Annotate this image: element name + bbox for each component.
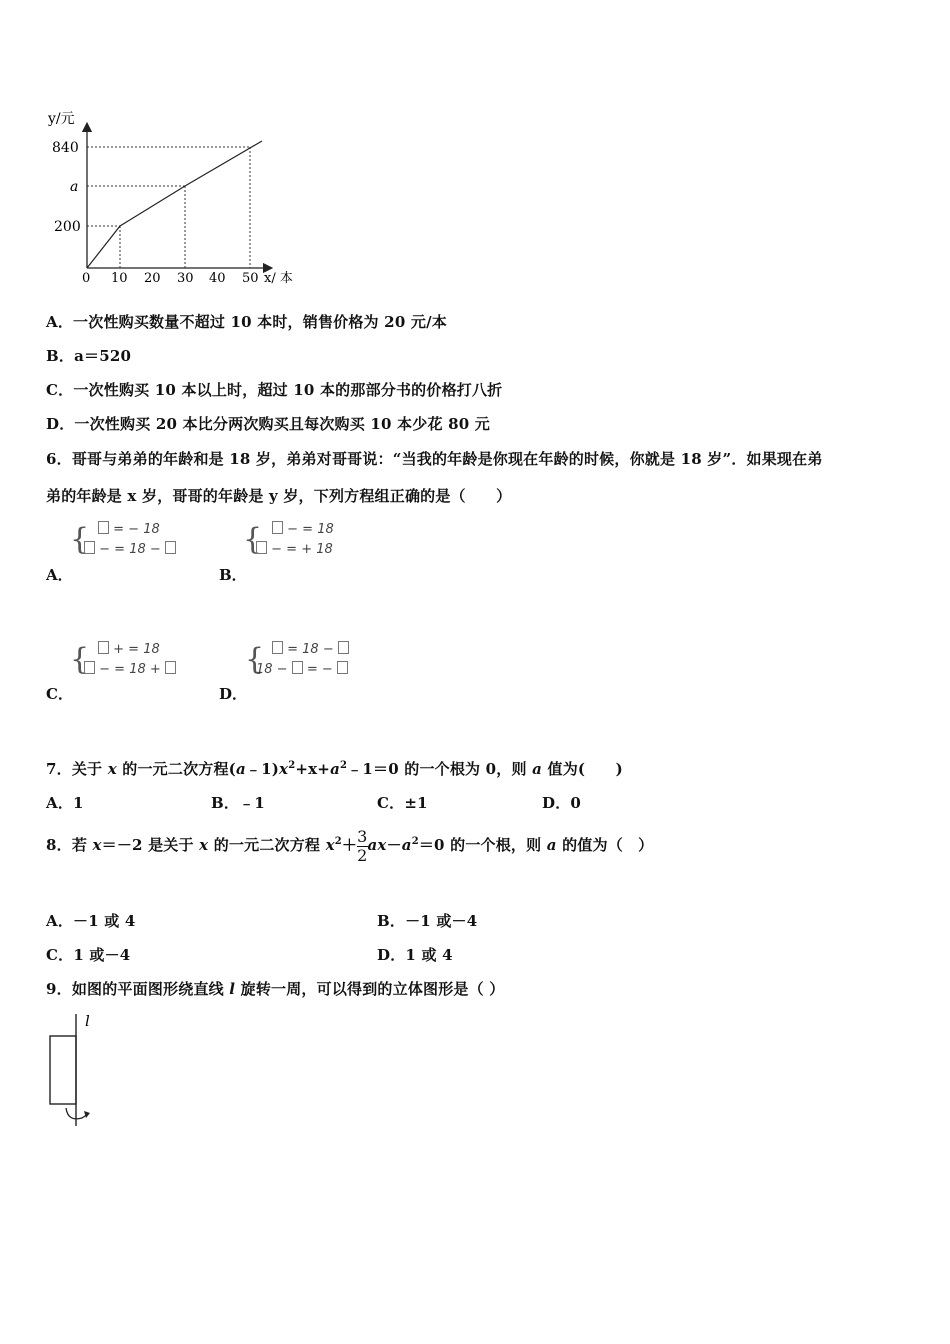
x-tick-30: 30 bbox=[177, 271, 194, 286]
rectangle-shape bbox=[50, 1036, 76, 1104]
q7-option-c: C．±1 bbox=[377, 794, 428, 812]
q5-option-b: B．a＝520 bbox=[46, 347, 132, 365]
q6-option-b-label: B． bbox=[219, 566, 247, 584]
q8-option-d: D．1 或 4 bbox=[377, 946, 453, 964]
x-tick-50: 50 bbox=[242, 271, 259, 286]
y-axis-label: y/元 bbox=[48, 111, 75, 127]
q9-text: 9．如图的平面图形绕直线 l 旋转一周，可以得到的立体图形是（ ） bbox=[46, 980, 505, 998]
price-line bbox=[87, 141, 262, 268]
q9-rotation-figure bbox=[44, 1010, 104, 1132]
axis-label-l: l bbox=[85, 1012, 90, 1030]
q6-b-brace: { bbox=[243, 522, 263, 557]
q7-text: 7．关于 x 的一元二次方程$(a﹣1)x^2+x+a^2﹣1=0$ 的一个根为 0，则 a 值为( ) bbox=[46, 760, 623, 778]
q6-option-c-label: C． bbox=[46, 685, 73, 703]
q6-a-brace: { bbox=[70, 522, 90, 557]
q5-option-d: D．一次性购买 20 本比分两次购买且每次购买 10 本少花 80 元 bbox=[46, 415, 490, 433]
x-tick-10: 10 bbox=[111, 271, 128, 286]
q8-option-a: A．－1 或 4 bbox=[46, 912, 136, 930]
y-tick-a: a bbox=[70, 179, 79, 195]
x-tick-40: 40 bbox=[209, 271, 226, 286]
q6-c-equation: + = 18 − = 18 + bbox=[84, 640, 176, 680]
q8-option-b: B．－1 或－4 bbox=[377, 912, 478, 930]
x-tick-0: 0 bbox=[82, 271, 91, 286]
q6-text-line2: 弟的年龄是 x 岁，哥哥的年龄是 y 岁，下列方程组正确的是（ ） bbox=[46, 487, 512, 505]
q6-a-equation: = − 18 − = 18 − bbox=[84, 520, 176, 560]
q6-option-a-label: A． bbox=[46, 566, 73, 584]
q8-fraction: $\frac{3}{2}$ bbox=[357, 826, 368, 865]
x-tick-20: 20 bbox=[144, 271, 161, 286]
q7-option-b: B．﹣1 bbox=[211, 794, 265, 812]
q6-text-line1: 6．哥哥与弟弟的年龄和是 18 岁，弟弟对哥哥说：“当我的年龄是你现在年龄的时候，你就是 18 岁”．如果现在弟 bbox=[46, 450, 823, 468]
y-tick-840: 840 bbox=[52, 140, 79, 156]
q6-d-equation: = 18 − 18 − = − bbox=[256, 640, 349, 680]
q7-option-a: A．1 bbox=[46, 794, 84, 812]
q6-option-d-label: D． bbox=[219, 685, 248, 703]
q5-option-a: A．一次性购买数量不超过 10 本时，销售价格为 20 元/本 bbox=[46, 313, 447, 331]
x-axis-label: x/ 本 bbox=[264, 271, 293, 286]
q6-d-brace: { bbox=[245, 642, 265, 677]
q6-c-brace: { bbox=[70, 642, 90, 677]
q6-b-equation: − = 18 − = + 18 bbox=[256, 520, 334, 560]
q8-text: 8．若 x＝－2 是关于 x 的一元二次方程 $x^2+$ $\frac{3}{2}$ $ax-a^2=0$ 的一个根，则 a 的值为（ ） bbox=[46, 826, 654, 865]
y-tick-200: 200 bbox=[54, 219, 81, 235]
q7-option-d: D．0 bbox=[542, 794, 582, 812]
price-graph bbox=[40, 105, 310, 290]
q5-option-c: C．一次性购买 10 本以上时，超过 10 本的那部分书的价格打八折 bbox=[46, 381, 503, 399]
q8-option-c: C．1 或－4 bbox=[46, 946, 131, 964]
